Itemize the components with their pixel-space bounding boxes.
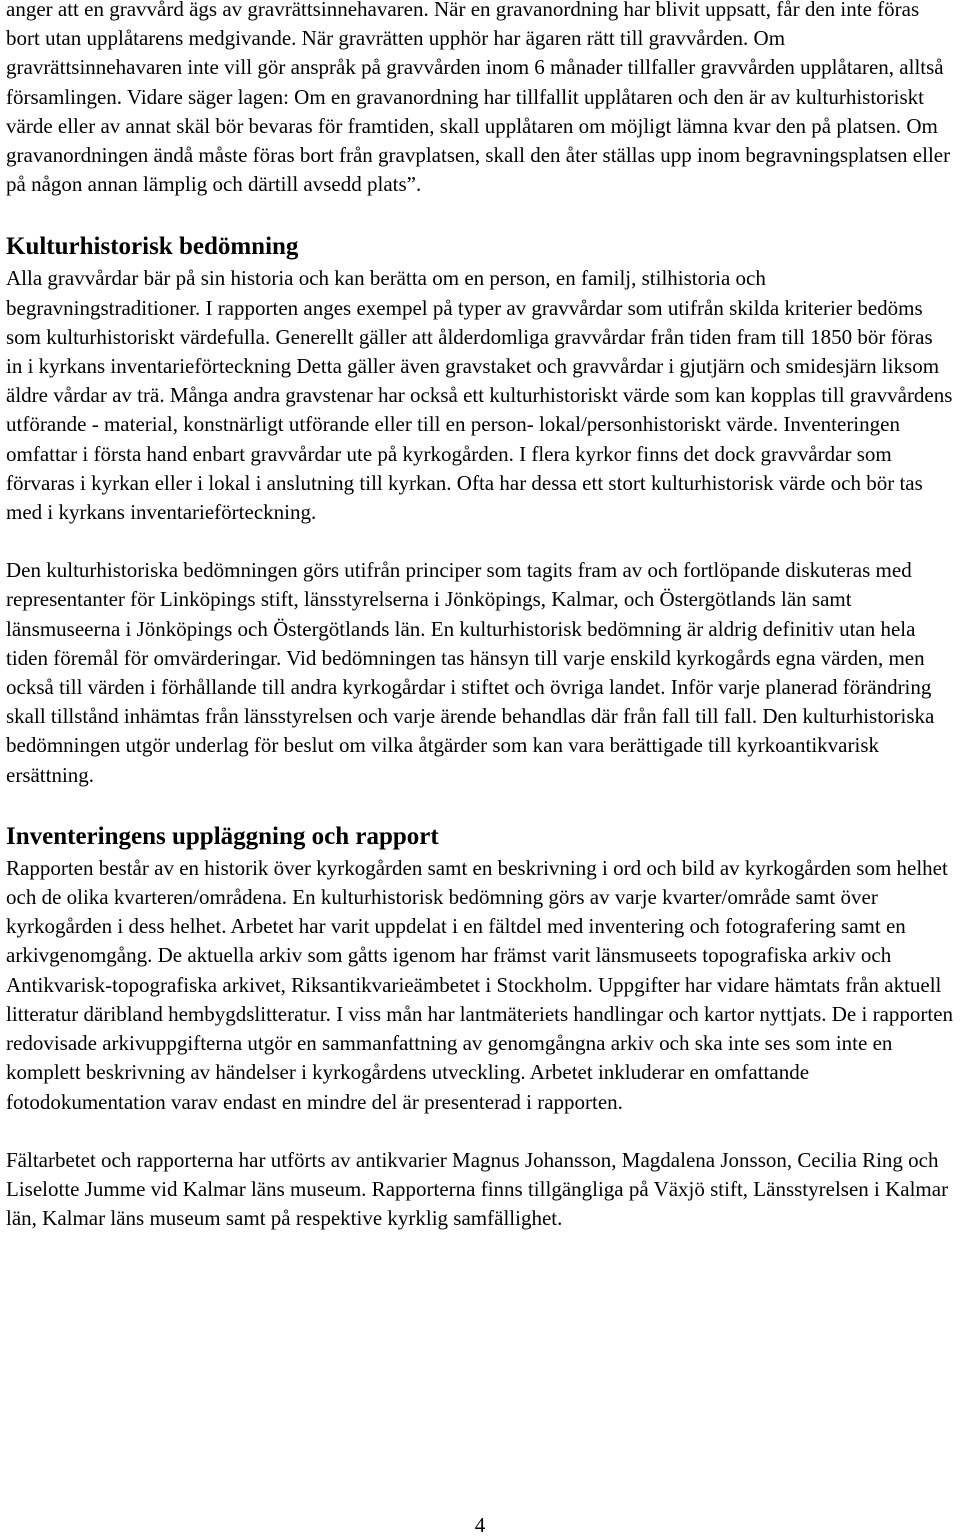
page-number: 4 bbox=[474, 1513, 486, 1537]
document-page bbox=[6, 0, 954, 1233]
paragraph-intro: anger att en gravvård ägs av gravrättsinnehavaren. När en gravanordning har blivit uppsatt, får den inte föras bort utan upplåtarens medgivande. När gravrätten upphör har ägaren rätt till gravvården. Om gravrättsinnehavaren inte vill gör anspråk på gravvården inom 6 månader tillfaller gravvården upplåtaren, alltså församlingen. Vidare säger lagen: Om en gravanordning har tillfallit upplåtaren och den är av kulturhistoriskt värde eller av annat skäl bör bevaras för framtiden, skall upplåtaren om möjligt lämna kvar den på platsen. Om gravanordningen ändå måste föras bort från gravplatsen, skall den åter ställas upp inom begravningsplatsen eller på någon annan lämplig och därtill avsedd plats”. bbox=[6, 0, 951, 197]
paragraph-kulturhistorisk: Alla gravvårdar bär på sin historia och kan berätta om en person, en familj, stilhistoria och begravningstraditioner. I rapporten anges exempel på typer av gravvårdar som utifrån skilda kriterier bedöms som kulturhistoriskt värdefulla. Generellt gäller att ålderdomliga gravvårdar från tiden fram till 1850 bör föras in i kyrkans inventarieförteckning Detta gäller även gravstaket och gravvårdar i gjutjärn och smidesjärn liksom äldre vårdar av trä. Många andra gravstenar har också ett kulturhistoriskt värde som kan kopplas till gravvårdens utförande - material, konstnärligt utförande eller till en person- lokal/personhistoriskt värde. Inventeringen omfattar i första hand enbart gravvårdar ute på kyrkogården. I flera kyrkor finns det dock gravvårdar som förvaras i kyrkan eller i lokal i anslutning till kyrkan. Ofta har dessa ett stort kulturhistorisk värde och bör tas med i kyrkans inventarieförteckning. bbox=[6, 266, 953, 525]
paragraph-faltarbete: Fältarbetet och rapporterna har utförts av antikvarier Magnus Johansson, Magdalena Jonsson, Cecilia Ring och Liselotte Jumme vid Kalmar läns museum. Rapporterna finns tillgängliga på Växjö stift, Länsstyrelsen i Kalmar län, Kalmar läns museum samt på respektive kyrklig samfällighet. bbox=[6, 1147, 949, 1231]
paragraph-rapport: Rapporten består av en historik över kyrkogården samt en beskrivning i ord och bild av kyrkogården som helhet och de olika kvarteren/områdena. En kulturhistorisk bedömning görs av varje kvarter/område samt över kyrkogården i dess helhet. Arbetet har varit uppdelat i en fältdel med inventering och fotografering samt en arkivgenomgång. De aktuella arkiv som gåtts igenom har främst varit länsmuseets topografiska arkiv och Antikvarisk-topografiska arkivet, Riksantikvarieämbetet i Stockholm. Uppgifter har vidare hämtats från aktuell litteratur däribland hembygdslitteratur. I viss mån har lantmäteriets handlingar och kartor nyttjats. De i rapporten redovisade arkivuppgifterna utgör en sammanfattning av genomgångna arkiv och ska inte ses som inte en komplett beskrivning av händelser i kyrkogårdens utveckling. Arbetet inkluderar en omfattande fotodokumentation varav endast en mindre del är presenterad i rapporten. bbox=[6, 855, 954, 1114]
paragraph-bedomning: Den kulturhistoriska bedömningen görs utifrån principer som tagits fram av och fortlöpande diskuteras med representanter för Linköpings stift, länsstyrelserna i Jönköpings, Kalmar, och Östergötlands län samt länsmuseerna i Jönköpings och Östergötlands län. En kulturhistorisk bedömning är aldrig definitiv utan hela tiden föremål för omvärderingar. Vid bedömningen tas hänsyn till varje enskild kyrkogårds egna värden, men också till värden i förhållande till andra kyrkogårdar i stiftet och övriga landet. Inför varje planerad förändring skall tillstånd inhämtas från länsstyrelsen och varje ärende behandlas där från fall till fall. Den kulturhistoriska bedömningen utgör underlag för beslut om vilka åtgärder som kan vara berättigade till kyrkoantikvarisk ersättning. bbox=[6, 558, 935, 787]
heading-kulturhistorisk-bedomning: Kulturhistorisk bedömning bbox=[6, 233, 299, 261]
heading-inventeringens-upplaggning: Inventeringens uppläggning och rapport bbox=[6, 822, 439, 850]
